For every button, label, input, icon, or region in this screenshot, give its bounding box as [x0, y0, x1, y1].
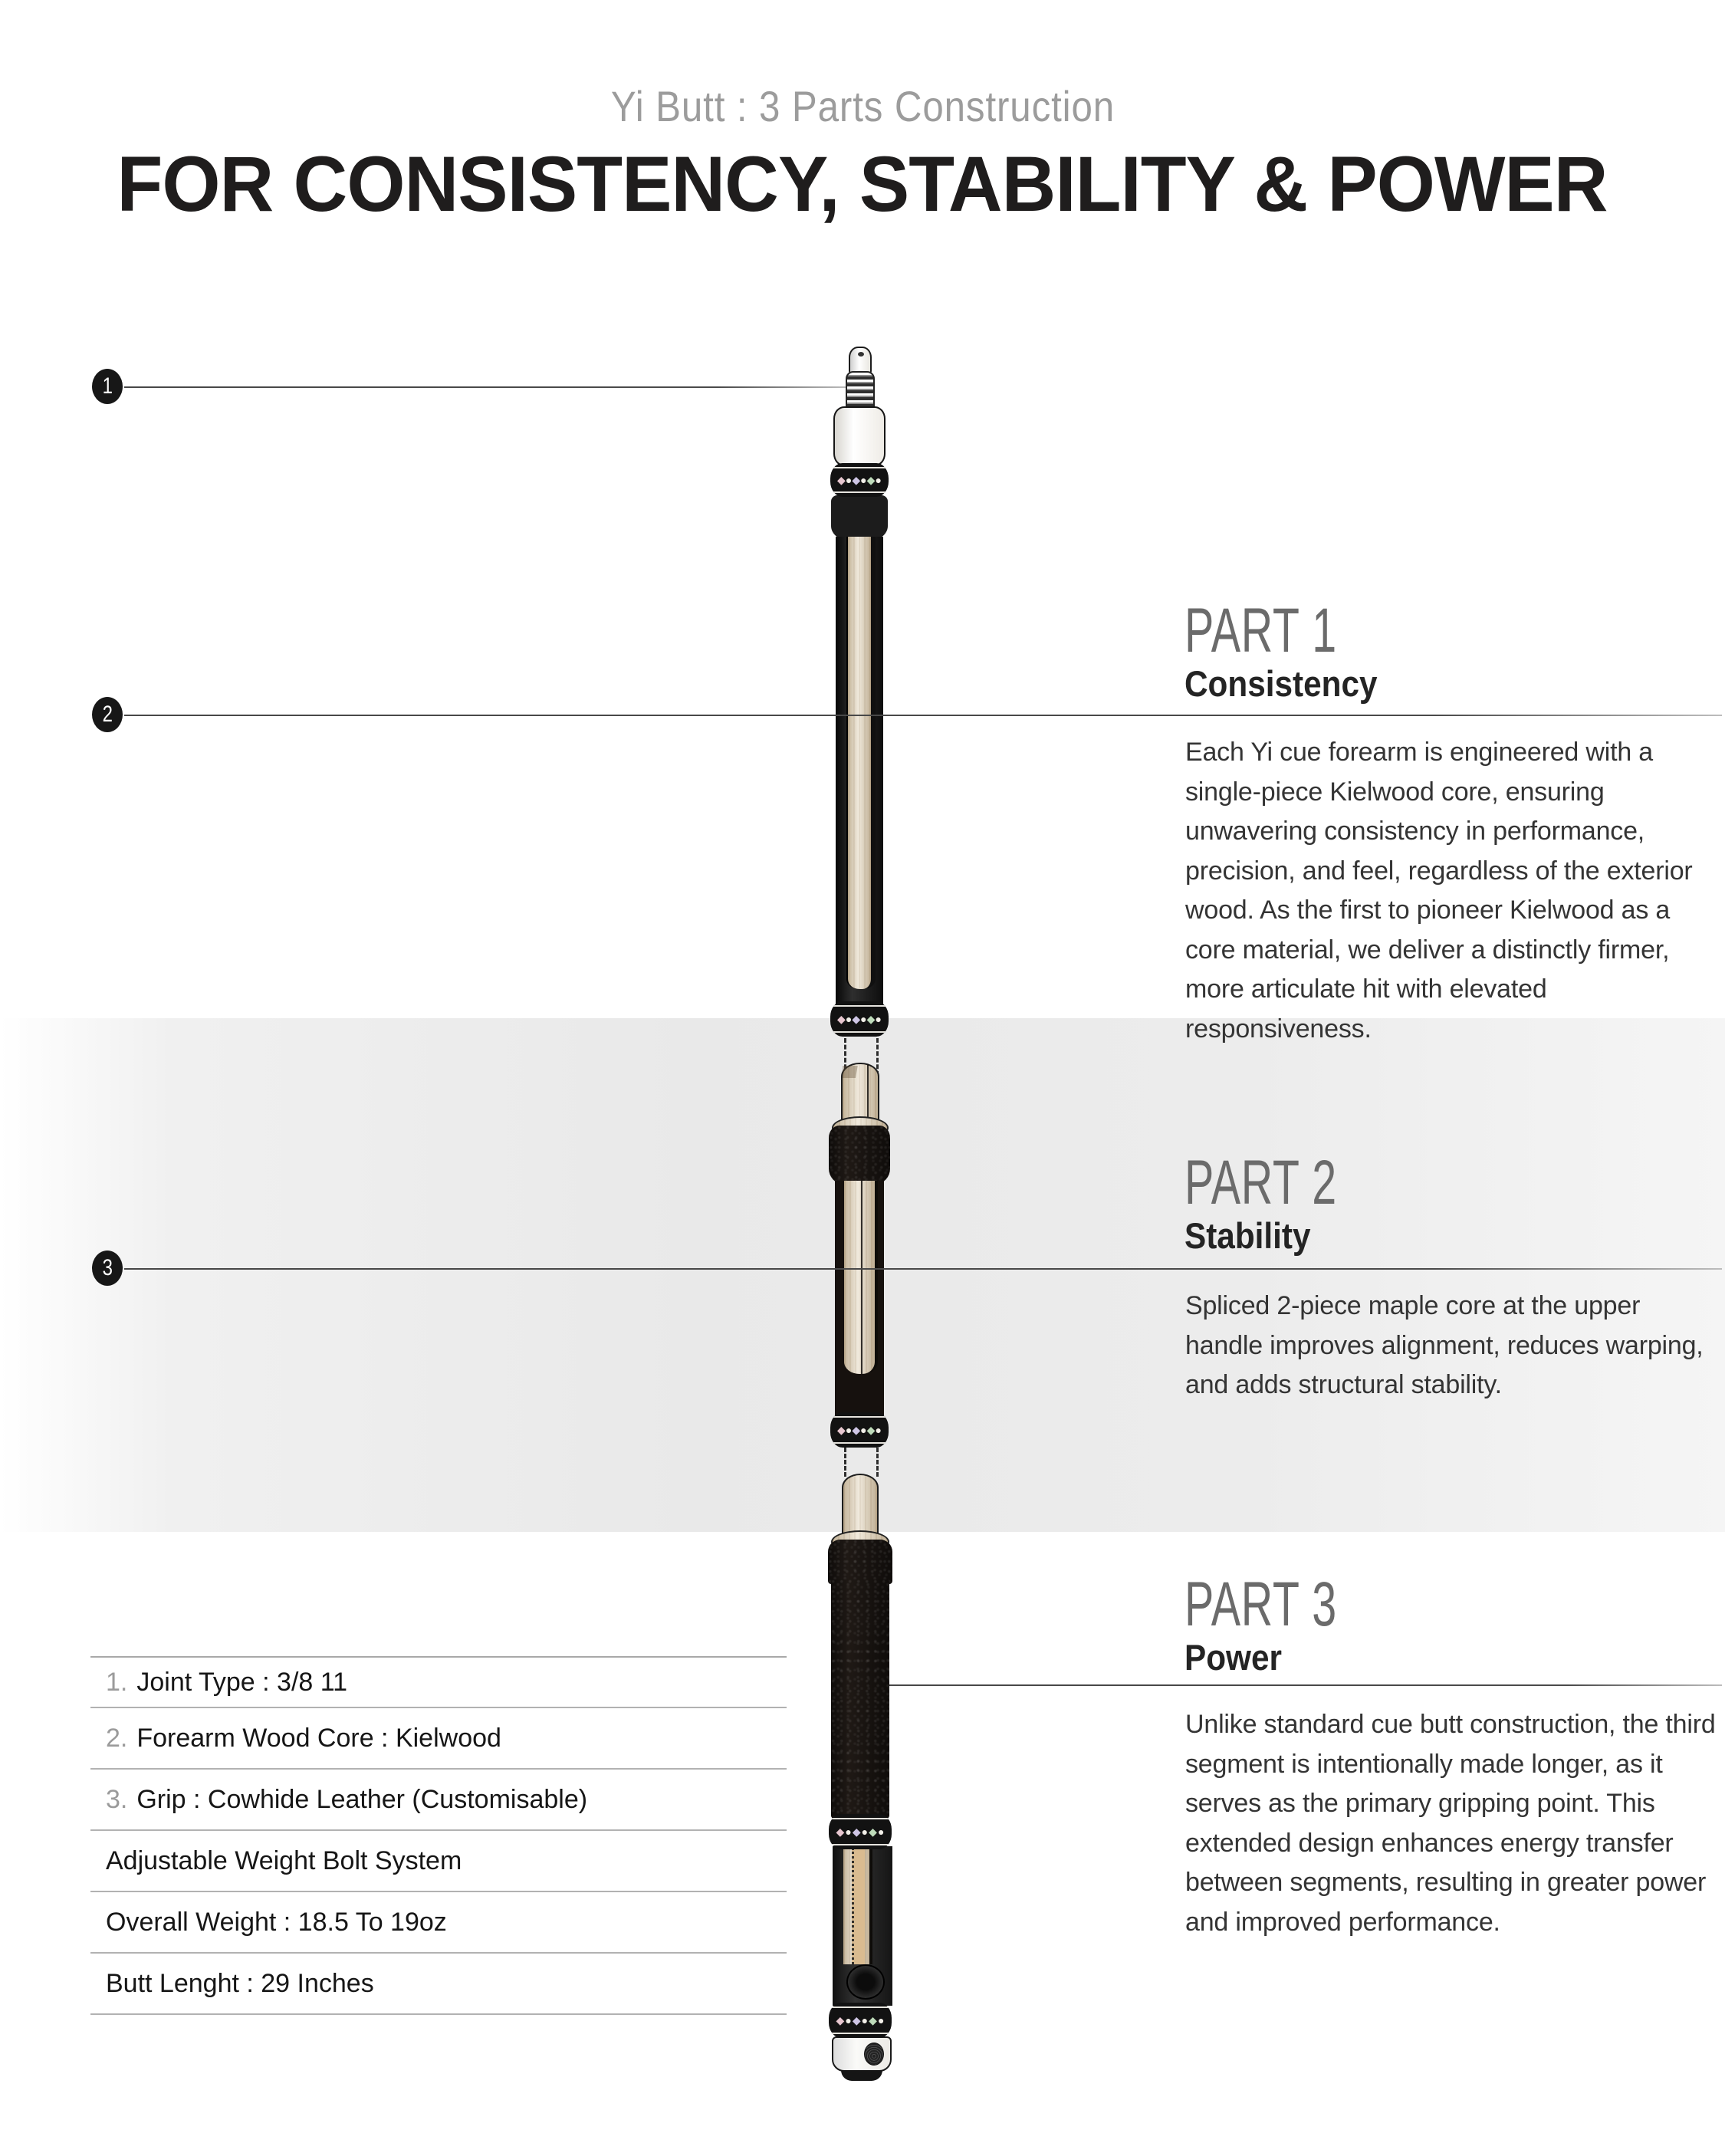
- spec-row-forearm-core: [90, 1708, 787, 1770]
- dot-icon: ●: [877, 1826, 885, 1838]
- upper-handle-collar: [829, 1126, 890, 1184]
- callout-badge-1: 1: [92, 369, 123, 404]
- decorative-ring: [829, 2003, 892, 2038]
- spec-number: 2.: [106, 1723, 128, 1753]
- ring-ornaments: [829, 2003, 892, 2038]
- spec-row-overall-weight: [90, 1892, 787, 1954]
- dot-icon: ●: [861, 2014, 869, 2026]
- spec-list: [90, 1656, 787, 2015]
- spec-number: 3.: [106, 1784, 128, 1814]
- dot-icon: ●: [845, 1013, 853, 1025]
- dot-icon: ●: [877, 2014, 885, 2026]
- part2-label: PART 2: [1184, 1148, 1337, 1218]
- cue-ferrule: [833, 406, 886, 466]
- spec-row-grip: [90, 1770, 787, 1831]
- ring-ornaments: [830, 463, 889, 497]
- ring-ornaments: [830, 1412, 889, 1448]
- butt-sleeve-body: [833, 1846, 892, 2006]
- spec-text: Grip : Cowhide Leather (Customisable): [136, 1784, 588, 1814]
- diamond-icon: ◆: [852, 1013, 861, 1025]
- spec-text: Overall Weight : 18.5 To 19oz: [106, 1907, 447, 1937]
- butt-cap: [832, 2036, 892, 2072]
- ring-ornaments: [830, 1001, 889, 1037]
- callout-line-3: [124, 1268, 1722, 1270]
- diamond-icon: ◆: [837, 474, 846, 486]
- dot-icon: ●: [860, 1013, 867, 1025]
- part2-description: Spliced 2-piece maple core at the upper handle improves alignment, reduces warping, and adds structural stability.: [1185, 1291, 1704, 1399]
- weight-bolt-cutaway: [843, 1848, 872, 1964]
- kielwood-core-cutaway: [846, 537, 876, 989]
- upper-handle-body: [835, 1181, 884, 1415]
- diamond-icon: ◆: [866, 474, 876, 486]
- diamond-icon: ◆: [836, 2014, 845, 2026]
- cowhide-leather-grip: [831, 1579, 889, 1819]
- part3-description: Unlike standard cue butt construction, the third segment is intentionally made longer, as it serves as the primary gripping point. This extended design enhances energy transfer between segments, resulting in greater power and improved performance.: [1185, 1710, 1716, 1937]
- spec-row-butt-length: [90, 1954, 787, 2015]
- part1-title: Consistency: [1184, 663, 1378, 704]
- forearm-body: [836, 537, 883, 1006]
- assembly-dashed-line: [876, 1448, 879, 1477]
- grip-collar: [828, 1540, 892, 1584]
- diamond-icon: ◆: [869, 2014, 877, 2026]
- diamond-icon: ◆: [869, 1826, 877, 1838]
- weight-bolt-thread: [852, 1848, 865, 1964]
- rubber-bumper: [841, 2070, 882, 2081]
- brand-logo-mark: [864, 2043, 884, 2066]
- dot-icon: ●: [860, 1424, 867, 1436]
- decorative-ring: [830, 463, 889, 497]
- spec-text: Joint Type : 3/8 11: [136, 1667, 348, 1697]
- diamond-icon: ◆: [837, 1424, 846, 1436]
- decorative-ring: [830, 1001, 889, 1037]
- spec-number: 1.: [106, 1667, 128, 1697]
- spec-text: Adjustable Weight Bolt System: [106, 1845, 462, 1875]
- diamond-icon: ◆: [852, 1826, 861, 1838]
- pin-hole: [858, 352, 864, 357]
- diamond-icon: ◆: [866, 1424, 876, 1436]
- dot-icon: ●: [845, 1826, 852, 1838]
- dot-icon: ●: [875, 1424, 882, 1436]
- dot-icon: ●: [860, 474, 867, 486]
- dot-icon: ●: [875, 474, 882, 486]
- callout-line-2: [124, 715, 1722, 716]
- maple-core-cutaway: [844, 1181, 878, 1374]
- splice-notch: [843, 1066, 878, 1078]
- callout-badge-2: 2: [92, 697, 123, 732]
- joint-collar: [831, 495, 888, 541]
- diamond-icon: ◆: [852, 2014, 861, 2026]
- diamond-icon: ◆: [866, 1013, 876, 1025]
- part3-divider-line: [863, 1684, 1722, 1686]
- ring-ornaments: [829, 1814, 892, 1849]
- bolt-cavity: [846, 1964, 885, 2000]
- spec-text: Butt Lenght : 29 Inches: [106, 1968, 374, 1998]
- diamond-icon: ◆: [852, 1424, 861, 1436]
- part3-title: Power: [1184, 1637, 1282, 1678]
- part1-label: PART 1: [1184, 596, 1337, 666]
- spec-text: Forearm Wood Core : Kielwood: [136, 1723, 501, 1753]
- spec-row-joint-type: [90, 1658, 787, 1708]
- diamond-icon: ◆: [836, 1826, 845, 1838]
- callout-badge-3: 3: [92, 1251, 123, 1286]
- decorative-ring: [829, 1814, 892, 1849]
- diamond-icon: ◆: [837, 1013, 846, 1025]
- part2-title: Stability: [1184, 1215, 1311, 1256]
- diamond-icon: ◆: [852, 474, 861, 486]
- dot-icon: ●: [845, 474, 853, 486]
- two-piece-seam: [861, 1181, 863, 1374]
- dot-icon: ●: [861, 1826, 869, 1838]
- page-title: FOR CONSISTENCY, STABILITY & POWER: [117, 140, 1608, 228]
- dot-icon: ●: [845, 1424, 853, 1436]
- part1-description: Each Yi cue forearm is engineered with a single-piece Kielwood core, ensuring unwavering consistency in performance, precision, and feel, regardless of the exterior wood. As the first to pioneer Kielwood as a core material, we deliver a distinctly firmer, more articulate hit with elevated responsiveness.: [1185, 738, 1693, 1043]
- dot-icon: ●: [875, 1013, 882, 1025]
- page-subtitle: Yi Butt : 3 Parts Construction: [610, 82, 1115, 130]
- spec-row-weight-bolt: [90, 1831, 787, 1892]
- joint-pin-tip: [849, 347, 872, 374]
- part3-label: PART 3: [1184, 1569, 1337, 1639]
- callout-line-1: [124, 386, 848, 388]
- decorative-ring: [830, 1412, 889, 1448]
- assembly-dashed-line: [844, 1448, 846, 1477]
- dot-icon: ●: [845, 2014, 852, 2026]
